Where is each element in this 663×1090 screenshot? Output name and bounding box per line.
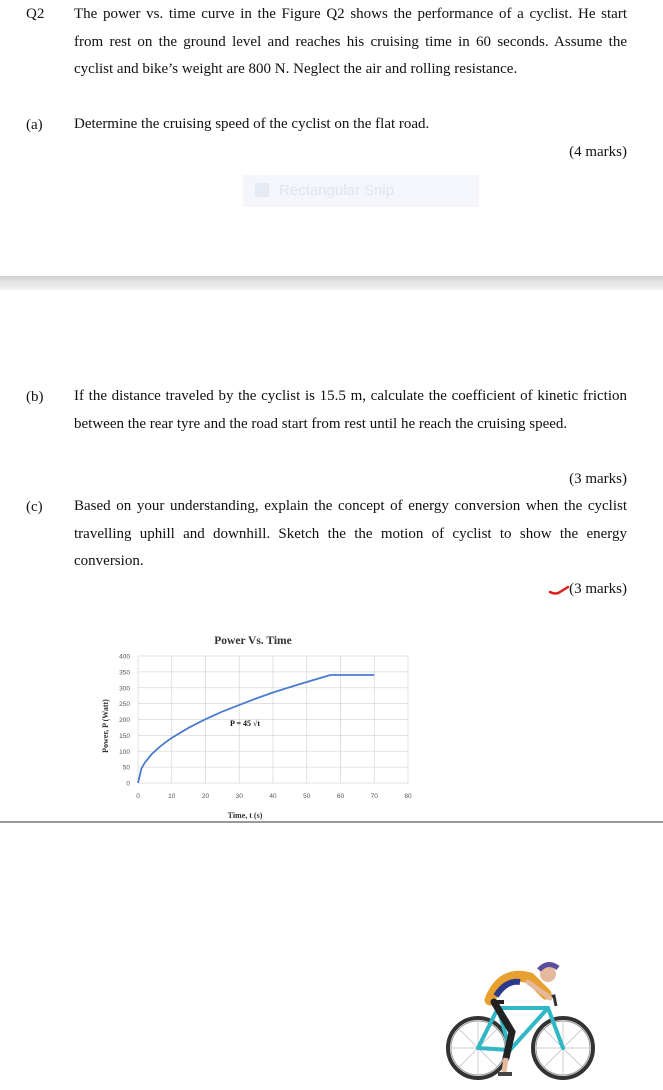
x-tick-label: 70	[370, 793, 378, 800]
y-tick-label: 150	[119, 732, 130, 740]
page-break	[0, 276, 663, 290]
part-a-text: Determine the cruising speed of the cyclist on the flat road.	[74, 116, 430, 132]
y-tick-label: 250	[119, 701, 130, 709]
curve-annotation: P = 45 √t	[230, 719, 261, 728]
x-tick-label: 0	[136, 793, 140, 800]
part-c-text: Based on your understanding, explain the concept of energy conversion when the cyclist travelling uphill and downhill. Sketch the the motion of cyclist to show the energy conversion.	[74, 498, 627, 569]
y-tick-label: 200	[119, 717, 130, 724]
snip-icon	[255, 183, 269, 197]
x-tick-label: 80	[404, 793, 412, 800]
y-tick-label: 400	[119, 653, 130, 661]
chart-background	[90, 630, 420, 830]
y-tick-label: 300	[119, 685, 130, 693]
snip-label: Rectangular Snip	[279, 182, 395, 199]
chart-title: Power Vs. Time	[214, 635, 292, 647]
question-number: Q2	[26, 6, 45, 22]
y-tick-label: 50	[122, 764, 130, 772]
rider-calf	[504, 1058, 506, 1072]
part-b-text: If the distance traveled by the cyclist is 15.5 m, calculate the coefficient of kinetic friction between the rear tyre and the road start from rest until he reach the cruising speed.	[74, 388, 627, 432]
page-bottom	[0, 290, 663, 823]
red-pen-mark	[548, 583, 570, 597]
part-b-marks: (3 marks)	[569, 471, 627, 487]
x-axis-label: Time, t (s)	[227, 811, 263, 820]
part-c-label: (c)	[26, 499, 43, 515]
x-tick-label: 10	[168, 793, 176, 800]
spokes	[451, 1021, 590, 1075]
question-intro: The power vs. time curve in the Figure Q2 shows the performance of a cyclist. He start from rest on the ground level and reaches his cruising time in 60 seconds. Assume the cyclist and bike’s weight are 800 N. Neglect the air and rolling resistance.	[74, 6, 627, 77]
part-a-marks: (4 marks)	[569, 144, 627, 160]
x-tick-label: 60	[336, 793, 345, 800]
y-tick-label: 0	[126, 780, 130, 788]
page-top	[0, 0, 663, 278]
y-tick-label: 100	[119, 748, 130, 756]
power-time-chart	[90, 630, 420, 830]
x-tick-label: 50	[303, 793, 311, 800]
part-c-marks: (3 marks)	[569, 581, 627, 597]
y-tick-label: 350	[119, 669, 130, 677]
rectangular-snip-overlay[interactable]	[243, 175, 479, 207]
part-a-label: (a)	[26, 117, 43, 133]
part-b-label: (b)	[26, 389, 44, 405]
x-tick-label: 30	[235, 793, 243, 800]
bike-frame	[478, 1008, 563, 1050]
cyclist-illustration	[440, 940, 600, 1090]
x-tick-label: 40	[269, 793, 277, 800]
y-axis-label: Power, P (Watt)	[101, 699, 110, 753]
x-tick-label: 20	[201, 793, 210, 800]
